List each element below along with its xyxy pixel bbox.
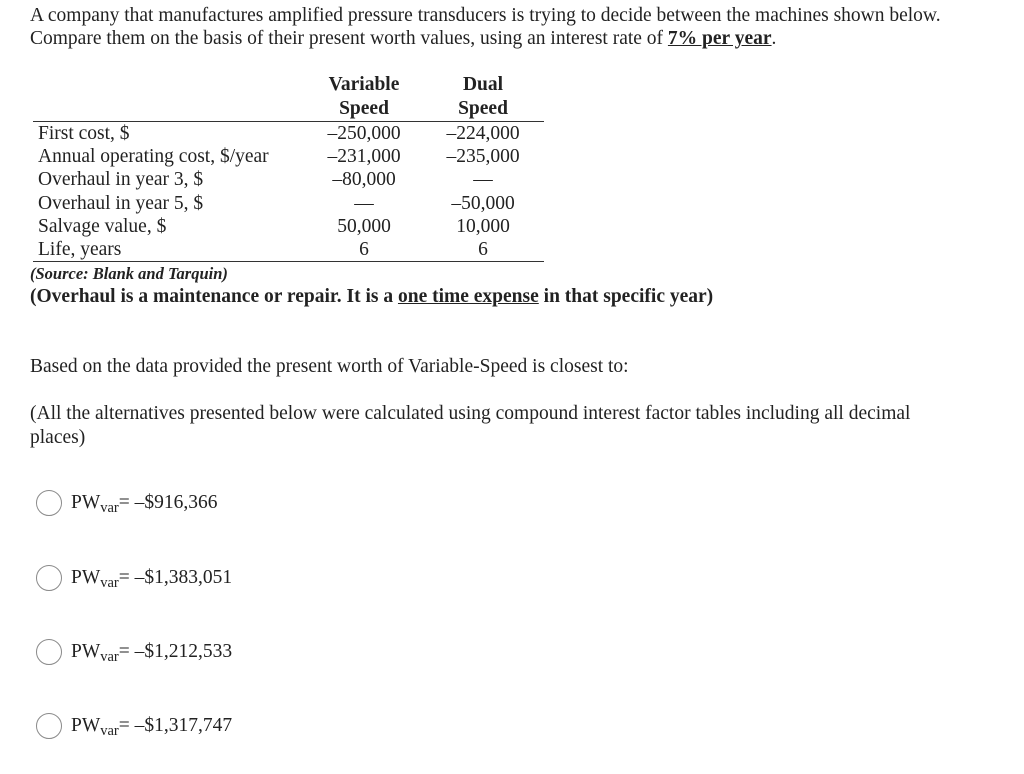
radio-button[interactable]: [36, 565, 62, 591]
answer-option-1[interactable]: [36, 490, 218, 516]
header-variable-speed: [304, 73, 424, 120]
dual-value: —: [473, 169, 493, 191]
note-text-end: in that specific year): [538, 286, 714, 307]
option-value: = –$1,212,533: [118, 641, 233, 662]
option-subscript: var: [100, 649, 119, 665]
radio-button[interactable]: [36, 639, 62, 665]
source-citation: (Source: Blank and Tarquin): [30, 264, 228, 283]
variable-value: 50,000: [337, 215, 391, 237]
answer-option-4[interactable]: [36, 713, 232, 739]
row-label: Annual operating cost, $/year: [38, 146, 269, 168]
header-dual-line2: Speed: [458, 97, 508, 119]
header-variable-line2: Speed: [339, 97, 389, 119]
answer-option-3[interactable]: [36, 639, 232, 665]
dual-value: –224,000: [446, 123, 520, 144]
row-label: Overhaul in year 3, $: [38, 169, 204, 191]
variable-value: 6: [359, 238, 369, 260]
table-row: [33, 145, 544, 168]
table-row: [33, 168, 544, 191]
row-label: Overhaul in year 5, $: [38, 192, 204, 214]
variable-value: —: [354, 192, 374, 214]
option-label: [71, 492, 218, 514]
option-value: = –$1,317,747: [118, 715, 233, 736]
option-value: = –$1,383,051: [118, 567, 233, 588]
variable-value: –80,000: [332, 169, 396, 191]
row-label: First cost, $: [38, 123, 130, 144]
answer-option-2[interactable]: [36, 565, 232, 591]
option-value: = –$916,366: [118, 492, 218, 513]
problem-text-end: .: [771, 28, 777, 49]
dual-value: –50,000: [451, 192, 515, 214]
header-dual-speed: [423, 73, 543, 120]
table-row: [33, 238, 544, 261]
row-label: Life, years: [38, 238, 122, 260]
row-label: Salvage value, $: [38, 215, 167, 237]
table-row: [33, 192, 544, 215]
option-prefix: PW: [71, 715, 101, 736]
radio-button[interactable]: [36, 490, 62, 516]
dual-value: 6: [478, 238, 488, 260]
calculation-disclaimer: (All the alternatives presented below were calculated using compound interest factor tables including all decimal places): [30, 403, 911, 448]
option-subscript: var: [100, 723, 119, 739]
option-prefix: PW: [71, 492, 101, 513]
overhaul-note: [30, 286, 713, 308]
header-variable-line1: Variable: [328, 74, 400, 95]
dual-value: –235,000: [446, 146, 520, 168]
question-text: Based on the data provided the present worth of Variable-Speed is closest to:: [30, 356, 629, 377]
option-label: [71, 567, 232, 589]
note-underlined: one time expense: [397, 286, 539, 307]
machine-comparison-table: [33, 73, 544, 262]
table-header: [33, 73, 544, 121]
problem-statement: [30, 4, 990, 50]
interest-rate: 7% per year: [667, 28, 772, 49]
dual-value: 10,000: [456, 215, 510, 237]
option-subscript: var: [100, 500, 119, 516]
table-row: [33, 122, 544, 145]
table-row: [33, 215, 544, 238]
option-label: [71, 641, 232, 663]
option-label: [71, 715, 232, 737]
variable-value: –250,000: [327, 123, 401, 144]
table-body: [33, 121, 544, 262]
option-prefix: PW: [71, 567, 101, 588]
note-text: (Overhaul is a maintenance or repair. It is a: [30, 286, 398, 307]
variable-value: –231,000: [327, 146, 401, 168]
header-dual-line1: Dual: [462, 74, 504, 95]
option-prefix: PW: [71, 641, 101, 662]
option-subscript: var: [100, 575, 119, 591]
radio-button[interactable]: [36, 713, 62, 739]
problem-text: A company that manufactures amplified pressure transducers is trying to decide between the machines shown below. Compare them on the basis of their present worth values, using an interest rate of: [30, 5, 941, 49]
